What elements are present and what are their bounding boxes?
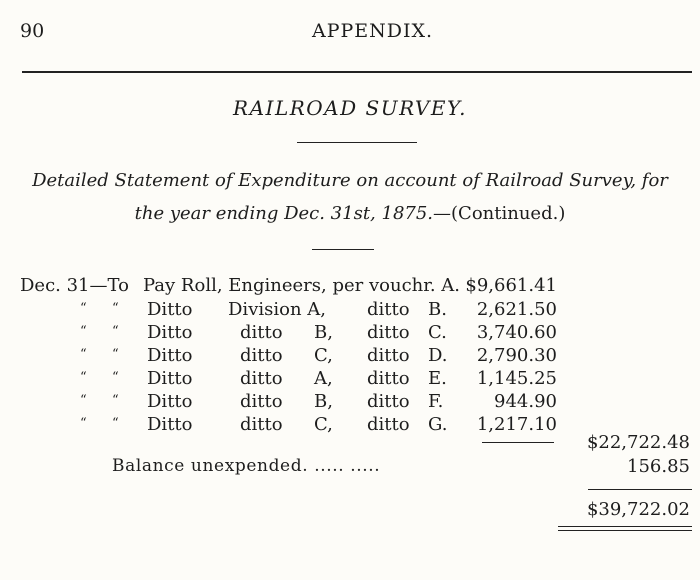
entry-item: Ditto: [147, 345, 193, 366]
entry-amount: 944.90: [494, 391, 557, 412]
entry-voucher: E.: [428, 368, 447, 389]
header-rule: [22, 71, 692, 73]
entry-division-letter: B,: [314, 391, 333, 412]
grand-total-amount: $39,722.02: [586, 499, 690, 520]
caption-continued: (Continued.): [451, 203, 566, 224]
double-rule-bottom: [558, 530, 692, 531]
entry-division-letter: B,: [314, 322, 333, 343]
caption-line-2: [0, 203, 700, 224]
ditto-mark: “: [112, 416, 119, 431]
page-number: 90: [20, 20, 45, 42]
ditto-mark: “: [112, 324, 119, 339]
entry-voucher: B.: [428, 299, 447, 320]
entry-ditto: ditto: [367, 345, 410, 366]
entry-amount: 2,790.30: [476, 345, 557, 366]
ditto-mark: “: [80, 393, 87, 408]
entry-date: Dec. 31—To: [20, 275, 129, 296]
section-title: RAILROAD SURVEY.: [233, 96, 467, 120]
entry-voucher: F.: [428, 391, 444, 412]
caption-line-2-text: the year ending Dec. 31st, 1875.—: [134, 203, 452, 224]
entry-row: [0, 322, 700, 345]
entry-amount: 2,621.50: [476, 299, 557, 320]
entry-amount: 3,740.60: [476, 322, 557, 343]
entry-description: Pay Roll, Engineers, per vouchr. A.: [143, 275, 461, 296]
entry-amount: 1,145.25: [476, 368, 557, 389]
ditto-mark: “: [80, 347, 87, 362]
entry-section: Division A,: [228, 299, 326, 320]
entry-ditto: ditto: [367, 322, 410, 343]
title-rule: [297, 142, 417, 143]
entry-section: ditto: [240, 368, 283, 389]
entry-voucher: G.: [428, 414, 448, 435]
entry-ditto: ditto: [367, 391, 410, 412]
entry-section: ditto: [240, 345, 283, 366]
entry-ditto: ditto: [367, 299, 410, 320]
entry-amount: $9,661.41: [465, 275, 557, 296]
entry-item: Ditto: [147, 368, 193, 389]
entry-item: Ditto: [147, 391, 193, 412]
entry-row: [0, 391, 700, 414]
entry-section: ditto: [240, 391, 283, 412]
entry-item: Ditto: [147, 299, 193, 320]
balance-amount: 156.85: [627, 456, 690, 477]
double-rule-top: [558, 526, 692, 527]
entry-row: [0, 299, 700, 322]
entry-row: [0, 345, 700, 368]
entry-item: Ditto: [147, 414, 193, 435]
entry-section: ditto: [240, 414, 283, 435]
entry-division-letter: C,: [314, 414, 333, 435]
entry-voucher: C.: [428, 322, 447, 343]
entry-ditto: ditto: [367, 414, 410, 435]
entry-row: [0, 368, 700, 391]
ditto-mark: “: [80, 370, 87, 385]
ditto-mark: “: [112, 301, 119, 316]
entry-row: [0, 275, 700, 298]
caption-rule: [312, 249, 374, 250]
entry-ditto: ditto: [367, 368, 410, 389]
entry-section: ditto: [240, 322, 283, 343]
balance-label: Balance unexpended. ..... .....: [112, 456, 381, 476]
ditto-mark: “: [80, 301, 87, 316]
entry-amount: 1,217.10: [476, 414, 557, 435]
column-sum-rule: [482, 442, 554, 443]
ditto-mark: “: [80, 416, 87, 431]
ditto-mark: “: [80, 324, 87, 339]
ditto-mark: “: [112, 347, 119, 362]
total-rule: [588, 489, 692, 490]
ditto-mark: “: [112, 393, 119, 408]
entry-division-letter: A,: [314, 368, 333, 389]
subtotal-amount: $22,722.48: [586, 432, 690, 453]
running-head: APPENDIX.: [312, 20, 434, 42]
caption-line-1: Detailed Statement of Expenditure on account of Railroad Survey, for: [32, 170, 668, 191]
entry-division-letter: C,: [314, 345, 333, 366]
ditto-mark: “: [112, 370, 119, 385]
entry-voucher: D.: [428, 345, 448, 366]
entry-item: Ditto: [147, 322, 193, 343]
